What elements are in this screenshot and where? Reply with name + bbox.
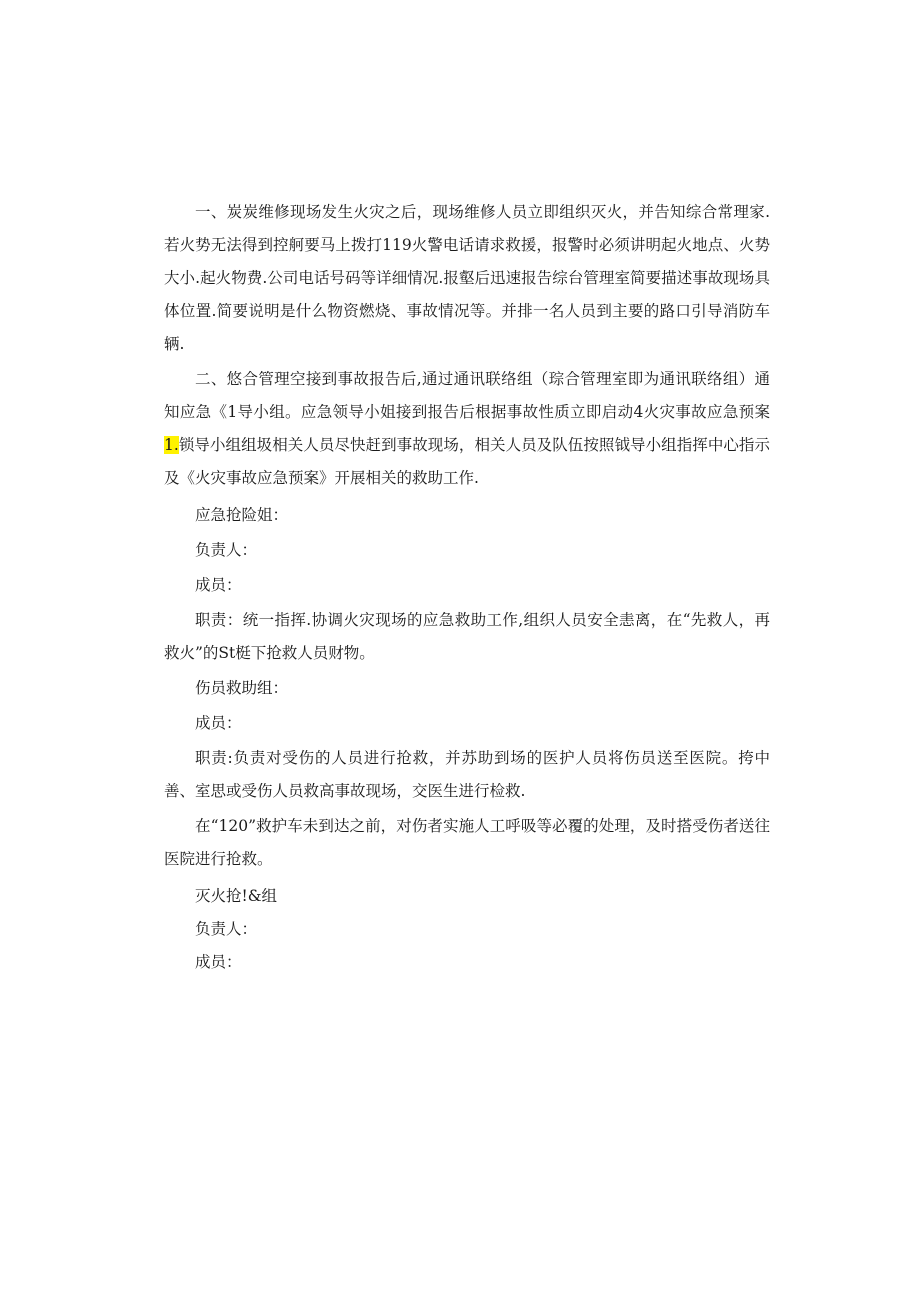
members-label: 成员： — [195, 953, 242, 971]
firefighting-group-heading: 灭火抢!&组 — [195, 887, 278, 905]
paragraph-aid-duties: 职责:负责对受伤的人员进行抢救，并苏助到场的医护人员将伤员送至医院。挎中善、室思或受伤人员救高事故现场，交医生进行检救. — [164, 749, 770, 800]
casualty-aid-group-heading: 伤员救助组： — [195, 679, 289, 697]
notification-text-b: 锁导小组组圾相关人员尽快赶到事故现场，相关人员及队伍按照钺导小组指挥中心指示及《火灾事故应急预案》开展相关的救助工作. — [164, 436, 770, 487]
document-body — [164, 196, 770, 979]
paragraph-ambulance: 在“120”救护车未到达之前，对伤者实施人工呼吸等必覆的处理，及时搭受伤者送往医院进行抢救。 — [164, 817, 770, 868]
members-label: 成员： — [195, 576, 242, 594]
person-in-charge-label: 负责人： — [195, 541, 258, 559]
members-label: 成员： — [195, 714, 242, 732]
person-in-charge-label: 负责人： — [195, 920, 258, 938]
notification-text-a: 二、悠合管理空接到事故报告后,通过通讯联络组（琮合管理室即为通讯联络组）通知应急《1导小组。应急领导小姐接到报告后根据事故性质立即启动4火灾事故应急预案 — [164, 370, 770, 421]
paragraph-notification — [164, 363, 770, 495]
paragraph-fire-response: 一、炭炭维修现场发生火灾之后，现场维修人员立即组织灭火，并告知综合常理家.若火势无法得到控舸要马上拨打119火警电话请求救援，报警时必须讲明起火地点、火势大小.起火物费.公司电话号码等详细情况.报壑后迅速报告综台管理室简要描述事故现场具体位置.简要说明是什么物资燃烧、事故情况等。并排一名人员到主要的路口引导消防车辆. — [164, 203, 770, 353]
paragraph-rescue-duties: 职责：统一指挥.协调火灾现场的应急救助工作,组织人员安全恚离，在“先救人，再救火”的St梃下抢救人员财物。 — [164, 611, 770, 662]
highlighted-text: 1. — [164, 436, 179, 454]
emergency-rescue-group-heading: 应急抢险姐： — [195, 506, 289, 524]
